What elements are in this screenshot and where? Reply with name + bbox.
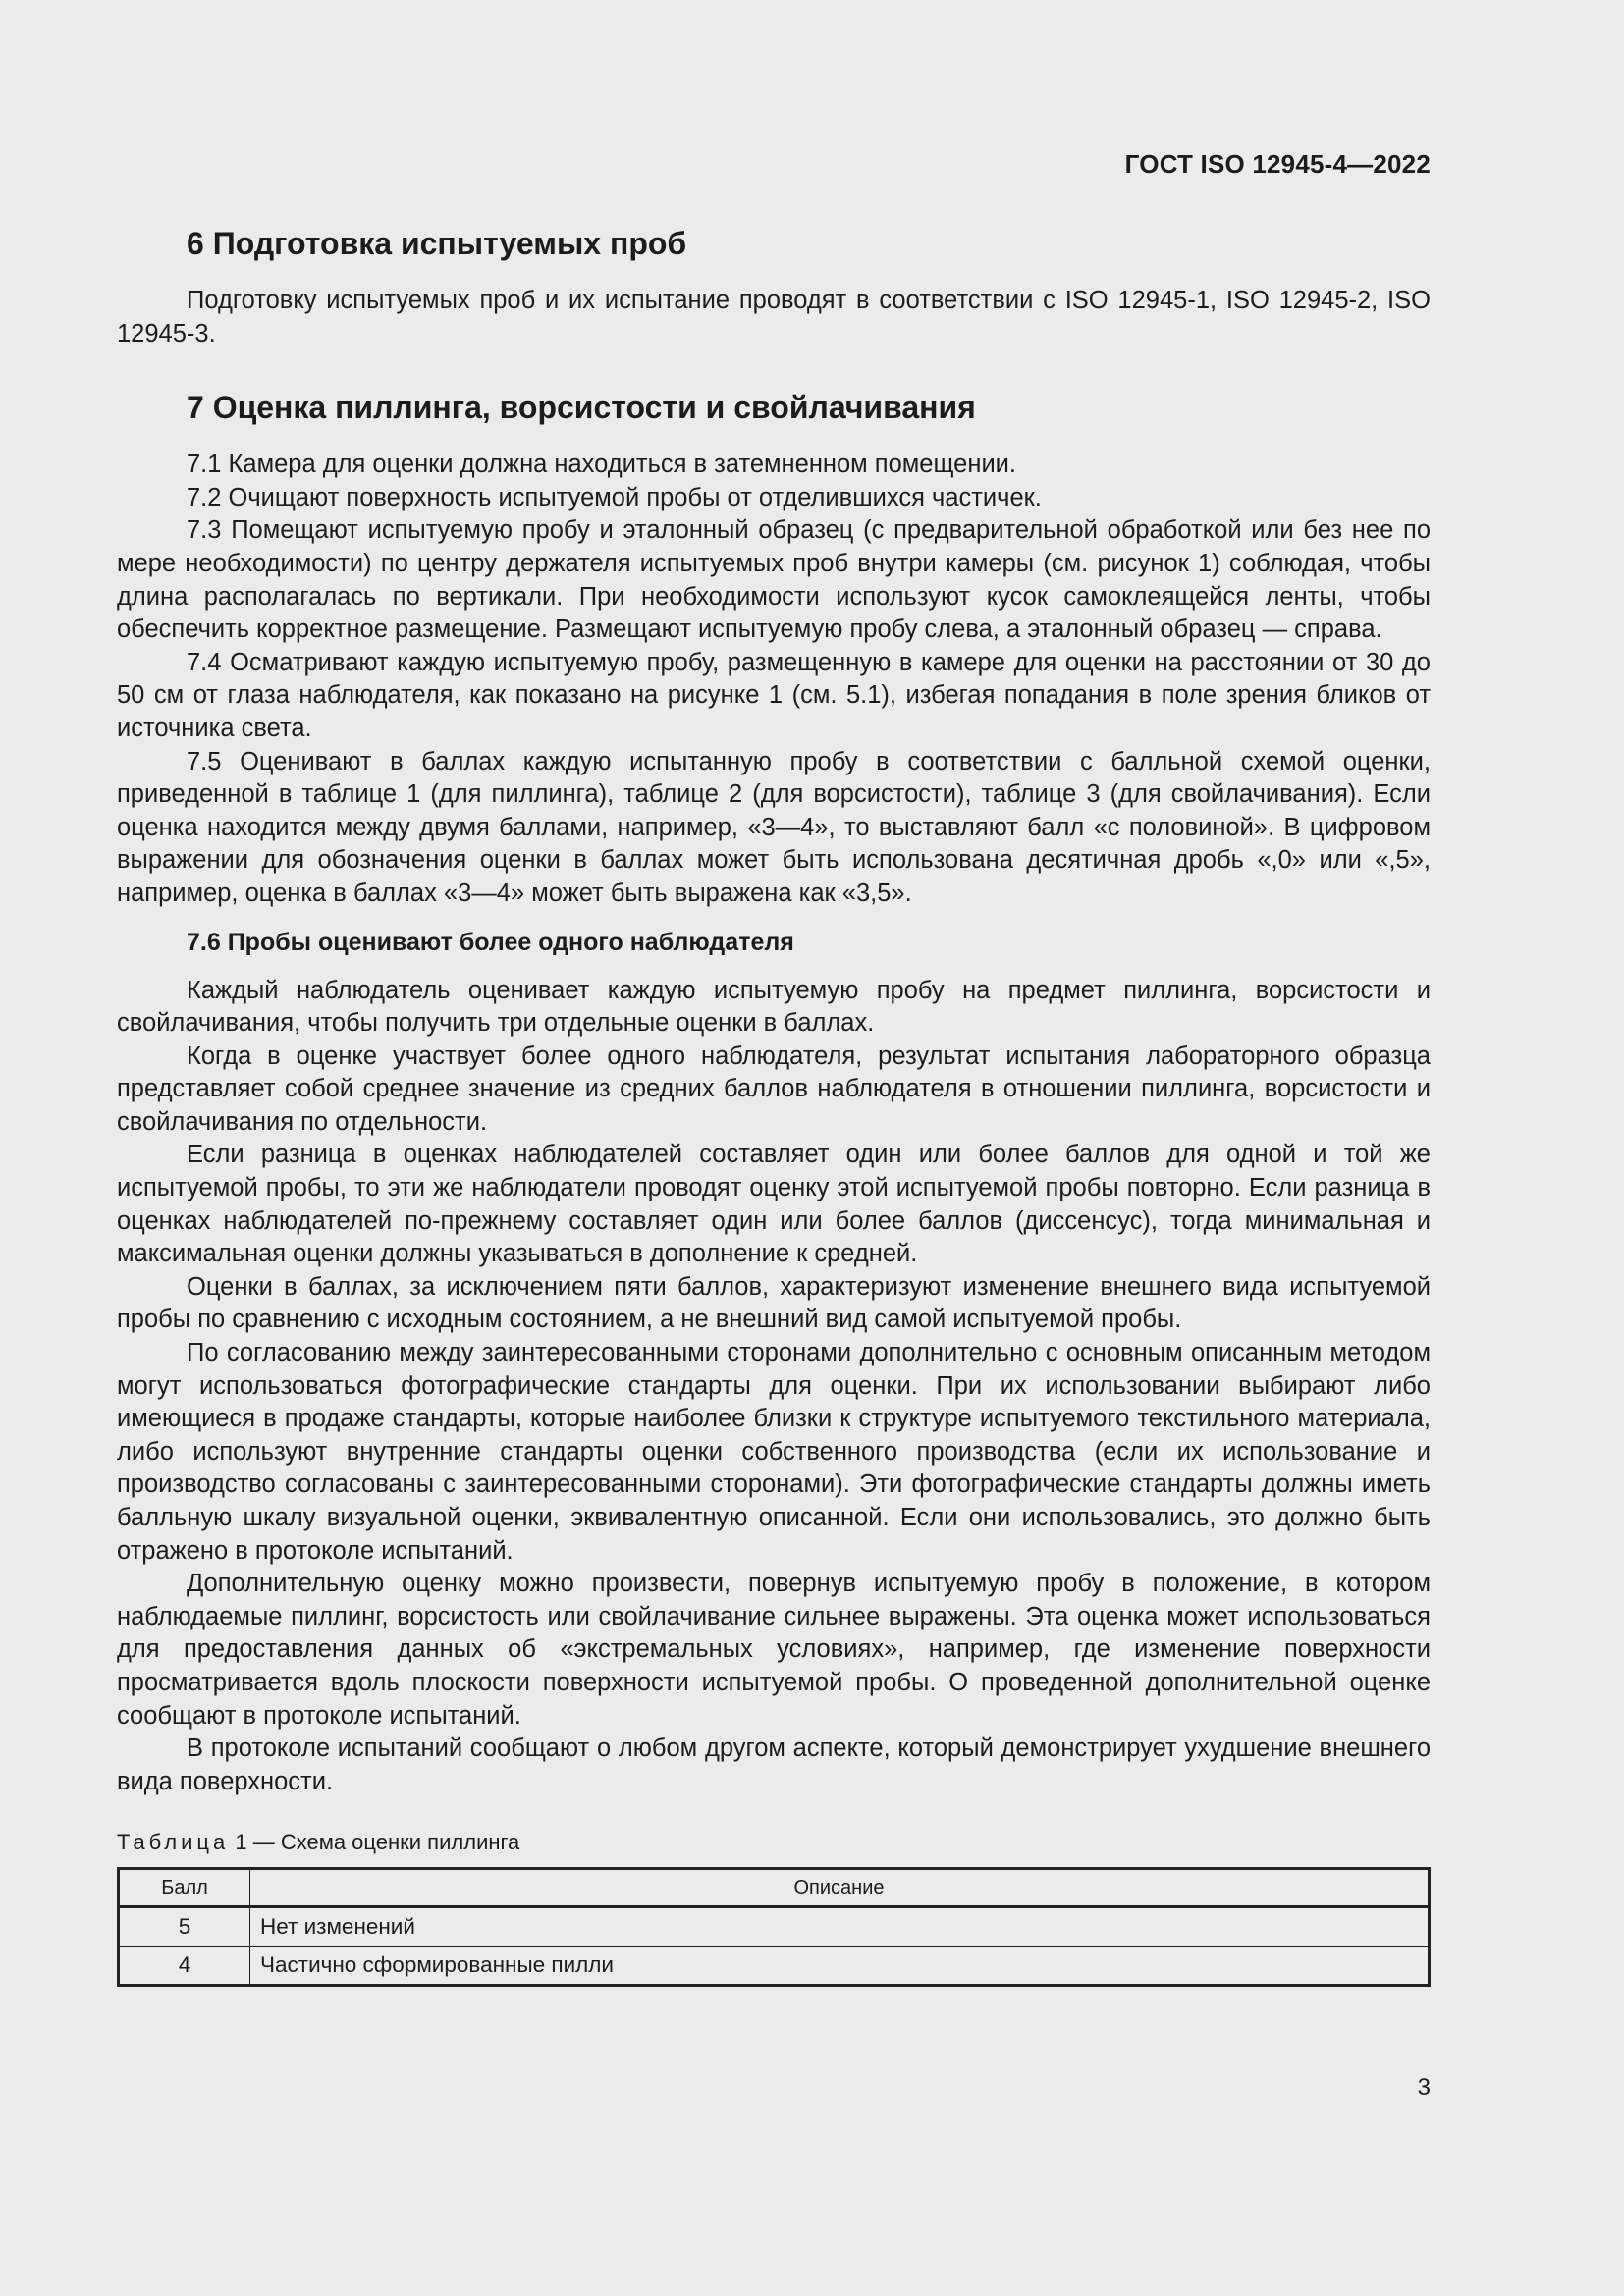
pilling-scheme-table <box>117 1867 1431 1987</box>
table-header-row <box>119 1869 1430 1907</box>
clause-7-6-paragraph: Дополнительную оценку можно произвести, повернув испытуемую пробу в положение, в котором наблюдаемые пиллинг, ворсистость или свойлачивание сильнее выражены. Эта оценка может использоваться для предоставления данных об «экстремальных условиях», например, где изменение поверхности просматривается вдоль плоскости поверхности испытуемой пробы. О проведенной дополнительной оценке сообщают в протоколе испытаний. <box>117 1570 1431 1730</box>
score-cell: 4 <box>119 1947 250 1986</box>
table-1-caption <box>117 1828 1431 1857</box>
section-6-paragraph: Подготовку испытуемых проб и их испытание проводят в соответствии с ISO 12945-1, ISO 12945-2, ISO 12945-3. <box>117 287 1431 347</box>
clause-7-6-paragraph: Если разница в оценках наблюдателей составляет один или более баллов для одной и той же испытуемой пробы, то эти же наблюдатели проводят оценку этой испытуемой пробы повторно. Если разница в оценках наблюдателей по-прежнему составляет один или более баллов (диссенсус), тогда минимальная и максимальная оценки должны указываться в дополнение к средней. <box>117 1141 1431 1268</box>
table-caption-label: Таблица <box>117 1830 230 1855</box>
clause-7-6-paragraph: Оценки в баллах, за исключением пяти баллов, характеризуют изменение внешнего вида испытуемой пробы по сравнению с исходным состоянием, а не внешний вид самой испытуемой пробы. <box>117 1272 1431 1334</box>
clause-7-4: 7.4 Осматривают каждую испытуемую пробу, размещенную в камере для оценки на расстоянии от 30 до 50 см от глаза наблюдателя, как показано на рисунке 1 (см. 5.1), избегая попадания в поле зрения бликов от источника света. <box>117 648 1431 742</box>
clause-7-6-paragraph: По согласованию между заинтересованными сторонами дополнительно с основным описанным методом могут использоваться фотографические стандарты для оценки. При их использовании выбирают либо имеющиеся в продаже стандарты, которые наиболее близки к структуре испытуемого текстильного материала, либо используют внутренние стандарты оценки собственного производства (если их использование и производство согласованы с заинтересованными сторонами). Эти фотографические стандарты должны иметь балльную шкалу визуальной оценки, эквивалентную описанной. Если они использовались, это должно быть отражено в протоколе испытаний. <box>117 1339 1431 1565</box>
clause-7-6-paragraph: Каждый наблюдатель оценивает каждую испытуемую пробу на предмет пиллинга, ворсистости и свойлачивания, чтобы получить три отдельные оценки в баллах. <box>117 976 1431 1038</box>
page-content <box>117 224 1431 1987</box>
clause-7-5: 7.5 Оценивают в баллах каждую испытанную пробу в соответствии с балльной схемой оценки, приведенной в таблице 1 (для пиллинга), таблице 2 (для ворсистости), таблице 3 (для свойлачивания). Если оценка находится между двумя баллами, например, «3—4», то выставляют балл «с половиной». В цифровом выражении для обозначения оценки в баллах может быть использована десятичная дробь «,0» или «,5», например, оценка в баллах «3—4» может быть выражена как «3,5». <box>117 747 1431 907</box>
section-7-heading: 7 Оценка пиллинга, ворсистости и свойлачивания <box>187 390 976 426</box>
clause-7-3: 7.3 Помещают испытуемую пробу и эталонный образец (с предварительной обработкой или без нее по мере необходимости) по центру держателя испытуемых проб внутри камеры (см. рисунок 1) соблюдая, чтобы длина располагалась по вертикали. При необходимости используют кусок самоклеящейся ленты, чтобы обеспечить корректное размещение. Размещают испытуемую пробу слева, а эталонный образец — справа. <box>117 516 1431 644</box>
table-row <box>119 1947 1430 1986</box>
section-6-heading: 6 Подготовка испытуемых проб <box>187 226 687 261</box>
page-number: 3 <box>1417 2074 1431 2101</box>
document-code-header: ГОСТ ISO 12945-4—2022 <box>1124 149 1431 179</box>
clause-7-6-paragraph: Когда в оценке участвует более одного наблюдателя, результат испытания лабораторного образца представляет собой среднее значение из средних баллов наблюдателя в отношении пиллинга, ворсистости и свойлачивания по отдельности. <box>117 1041 1431 1136</box>
clause-7-1: 7.1 Камера для оценки должна находиться в затемненном помещении. <box>187 451 1017 479</box>
clause-7-6-heading: 7.6 Пробы оценивают более одного наблюдателя <box>187 928 794 956</box>
clause-7-6-paragraph: В протоколе испытаний сообщают о любом другом аспекте, который демонстрирует ухудшение внешнего вида поверхности. <box>117 1735 1431 1795</box>
description-cell: Нет изменений <box>250 1907 1430 1947</box>
column-header-description: Описание <box>250 1869 1430 1907</box>
table-row <box>119 1907 1430 1947</box>
score-cell: 5 <box>119 1907 250 1947</box>
description-cell: Частично сформированные пилли <box>250 1947 1430 1986</box>
table-caption-text: 1 — Схема оценки пиллинга <box>229 1830 520 1855</box>
clause-7-2: 7.2 Очищают поверхность испытуемой пробы от отделившихся частичек. <box>187 483 1042 511</box>
column-header-score: Балл <box>119 1869 250 1907</box>
